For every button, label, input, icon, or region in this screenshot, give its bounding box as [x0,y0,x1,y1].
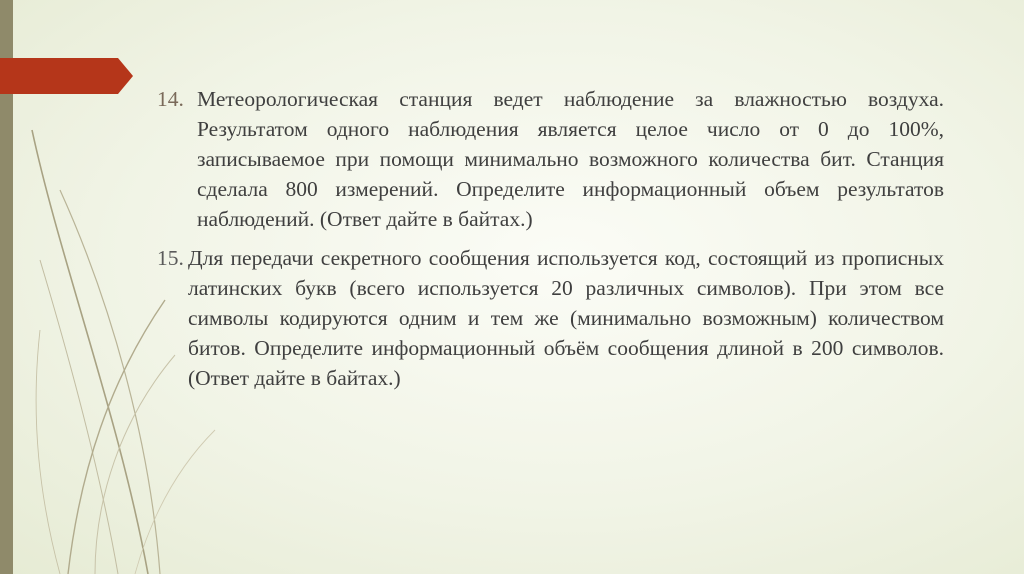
item-text: Метеорологическая станция ведет наблюдение за влажностью воздуха. Результатом одного наблюдения является целое число от 0 до 100%, записываемое при помощи минимально возможного количества бит. Станция сделала 800 измерений. Определите информационный объем результатов наблюдений. (Ответ дайте в байтах.) [197,87,944,231]
decor-curve [32,130,148,574]
list-item [157,243,944,393]
accent-arrow-icon [0,58,133,94]
task-list [157,84,944,393]
item-number: 14. [157,87,184,111]
item-text: Для передачи секретного сообщения используется код, состоящий из прописных латинских букв (всего используется 20 различных символов). При этом все символы кодируются одним и тем же (минимально возможным) количеством битов. Определите информационный объём сообщения длиной в 200 символов. (Ответ дайте в байтах.) [188,246,944,390]
decor-curve [135,430,215,574]
list-item [157,84,944,234]
item-number: 15. [157,246,184,270]
decor-curve [36,330,60,574]
